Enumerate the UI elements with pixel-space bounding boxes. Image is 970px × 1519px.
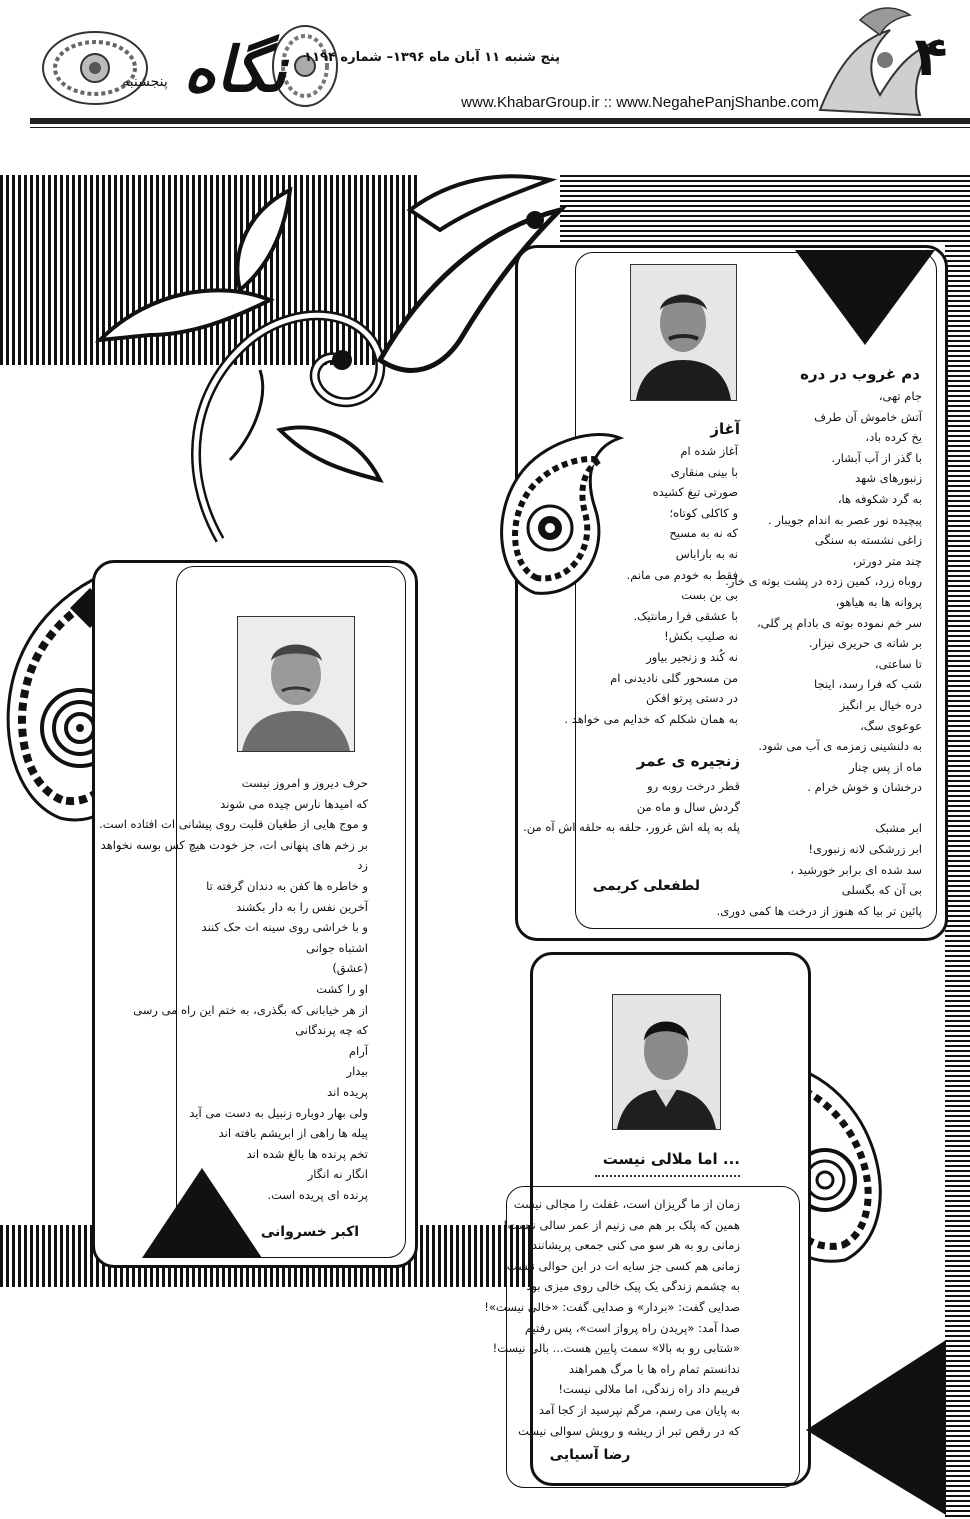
poem-line: بر شانه ی حریری نیزار. <box>808 636 922 651</box>
poem-line: پیچیده نور عصر به اندام جویبار . <box>768 512 922 527</box>
poem-line: بیدار <box>346 1064 368 1079</box>
poem-line: و کاکلی کوتاه؛ <box>669 505 738 520</box>
poem-line: ابر زرشکی لانه زنبوری! <box>808 842 922 857</box>
poem-line: ندانستم تمام راه ها با مرگ همراهند <box>568 1361 740 1376</box>
poem-line: اشتباه جوانی <box>306 940 368 955</box>
poem-beginning-body <box>540 441 738 729</box>
poem-title-life-chain: زنجیره ی عمر <box>636 752 740 770</box>
khosravani-photo <box>237 616 355 752</box>
poem-line: آرام <box>348 1043 368 1058</box>
black-triangle-top <box>795 250 935 345</box>
poem-line: زمانی رو به هر سو می کنی جمعی پریشانند <box>531 1238 740 1253</box>
poem-asiabi-body <box>484 1194 740 1441</box>
poem-line: تا ساعتی، <box>874 656 922 671</box>
poem-line: (عشق) <box>332 961 368 976</box>
poem-line: او را کشت <box>316 981 368 996</box>
poem-line: حرف دیروز و امروز نیست <box>241 776 368 790</box>
left-ornament <box>40 28 150 108</box>
poem-line: فقط به خودم می مانم. <box>626 567 738 582</box>
poem-line: من مسحور گلی نادیدنی ام <box>610 670 738 685</box>
poem-line: زمانی هم کسی جز سایه ات در این حوالی نیست <box>506 1258 740 1273</box>
poem-line: به همان شکلم که خدایم می خواهد . <box>564 711 738 726</box>
poem-line: شب که فرا رسد، اینجا <box>814 677 922 692</box>
poem-line: صدا آمد: «پریدن راه پرواز است»، پس رفتیم <box>524 1320 740 1335</box>
poem-line: سد شده ای برابر خورشید ، <box>790 862 922 877</box>
poem-line: به گرد شکوفه ها، <box>837 491 922 506</box>
poem-line: پله به پله اش غرور، حلقه به حلقه اش آه من. <box>523 820 740 835</box>
poem-line: ولی بهار دوباره زنبیل به دست می آید <box>189 1105 368 1120</box>
poem-line: آغاز شده ام <box>680 444 738 458</box>
black-triangle-left <box>142 1168 262 1258</box>
poem-line: ابر مشبک <box>875 821 922 836</box>
poem-line: نه کُند و زنجیر بیاور <box>646 649 738 664</box>
poem-line: و با خراشی روی سینه ات حک کنند <box>201 920 368 935</box>
poem-line: گردش سال و ماه من <box>636 799 740 814</box>
poem-line: که چه پرندگانی <box>295 1023 368 1038</box>
poem-title-beginning: آغاز <box>710 420 740 438</box>
title-dotted-rule <box>595 1175 740 1177</box>
poem-line: بی بن بست <box>681 588 738 603</box>
poem-line: به پایان می رسم، مرگم نپرسید از کجا آمد <box>538 1402 740 1417</box>
author-asiabi: رضا آسیایی <box>549 1447 631 1463</box>
poem-line: با بینی منقاری <box>670 464 738 479</box>
poem-title-sunset: دم غروب در دره <box>800 365 920 383</box>
author-khosravani: اکبر خسروانی <box>260 1224 360 1240</box>
poem-line: روباه زرد، کمین زده در پشت بوته ی خار. <box>725 574 922 589</box>
poem-line: عوعوی سگ، <box>860 718 922 733</box>
poem-line: فریبم داد راه زندگی، اما ملالی نیست! <box>558 1382 740 1397</box>
poem-line: پروانه ها به هیاهو، <box>835 594 922 609</box>
poem-line: انگار نه انگار <box>307 1167 368 1182</box>
logo-subtitle: پنجشنبه <box>122 74 168 90</box>
poem-line: همین که پلک بر هم می زنیم از عمر سالی نیست! <box>503 1217 740 1232</box>
poem-life-chain-body <box>520 776 740 838</box>
poem-line: درخشان و خوش خرام . <box>807 780 922 795</box>
website-urls: www.KhabarGroup.ir :: www.NegahePanjShanbe.com <box>461 94 819 111</box>
poem-line: و موج هایی از طغیان قلبت روی پیشانی ات افتاده است. <box>99 817 368 832</box>
header-rule-thin <box>30 127 970 128</box>
horizontal-lines-top <box>560 175 970 245</box>
poem-line: پائین تر بیا که هنوز از درخت ها کمی دوری. <box>716 903 922 918</box>
black-triangle-bottom <box>806 1340 946 1515</box>
poem-line: آخرین نفس را به دار بکشند <box>236 899 368 914</box>
poem-line: چند متر دورتر، <box>852 553 922 568</box>
issue-date: پنج شنبه ۱۱ آبان ماه ۱۳۹۶– شماره ۱۱۹۴ <box>304 50 560 65</box>
poem-khosravani-body <box>99 773 368 1205</box>
logo-text: نگاه <box>183 33 287 106</box>
poem-line: که امیدها نارس چیده می شوند <box>220 796 368 811</box>
poem-line: در دستی پرتو افکن <box>646 691 738 706</box>
author-karimi: لطفعلی کریمی <box>592 878 700 894</box>
poem-line: با گذر از آب آبشار. <box>831 450 922 465</box>
poem-line: آتش خاموش آن طرف <box>814 409 922 424</box>
poem-line: که نه به مسیح <box>669 526 738 541</box>
asiabi-photo <box>612 994 721 1130</box>
poem-line: پیله ها راهی از ابریشم بافته اند <box>218 1126 368 1141</box>
poem-line: دره خیال بر انگیز <box>839 697 922 712</box>
poem-line: به چشمم زندگی یک پیک خالی روی میزی بود <box>526 1279 740 1294</box>
poem-title-no-regret: ... اما ملالی نیست <box>602 1150 740 1168</box>
poem-line: جام تهی، <box>878 389 922 403</box>
poem-line: «شتابی رو به بالا» سمت پایین هست... بالی نیست! <box>492 1341 740 1356</box>
poem-line: به دلنشینی زمزمه ی آب می شود. <box>758 739 922 754</box>
poem-line: صدایی گفت: «بردار» و صدایی گفت: «خالی نیست»! <box>484 1299 740 1314</box>
poem-line: که در رقص تبر از ریشه و رویش سوالی نیست <box>518 1423 740 1438</box>
page-number: ۴ <box>914 25 948 88</box>
poem-line: قطر درخت روبه رو <box>647 779 740 793</box>
poem-line: زمان از ما گریزان است، غفلت را مجالی نیست <box>513 1197 740 1211</box>
poem-line: نه به باراباس <box>675 546 738 561</box>
karimi-photo <box>630 264 737 401</box>
header-rule <box>30 118 970 124</box>
poem-line: صورتی تیغ کشیده <box>652 485 738 500</box>
poem-line: زاغی نشسته به سنگی <box>814 533 922 548</box>
poem-line: نه صلیب بکش! <box>664 629 738 644</box>
poem-line: زد <box>357 858 368 873</box>
poem-line: زنبورهای شهد <box>855 471 922 486</box>
poem-line: و خاطره ها کفن به دندان گرفته تا <box>206 878 368 893</box>
poem-line: بر زخم های پنهانی ات، جز خودت هیچ کس بوسه نخواهد <box>100 837 368 852</box>
poem-line: سر خم نموده بوته ی بادام پر گلی، <box>756 615 922 630</box>
poem-line: ماه از پس چنار <box>849 759 922 774</box>
poem-line: بی آن که بگسلی <box>841 883 922 898</box>
poem-line: از هر خیابانی که بگذری، به ختم این راه می رسی <box>133 1002 368 1017</box>
poem-line: تخم پرنده ها بالغ شده اند <box>246 1146 368 1161</box>
poem-line: با عشقی فرا رمانتیک. <box>633 608 738 623</box>
poem-line: یخ کرده باد، <box>865 430 922 445</box>
poem-line: پرنده ای پریده است. <box>267 1187 368 1202</box>
poem-line: پریده اند <box>327 1084 368 1099</box>
horizontal-lines-right <box>945 245 970 1519</box>
